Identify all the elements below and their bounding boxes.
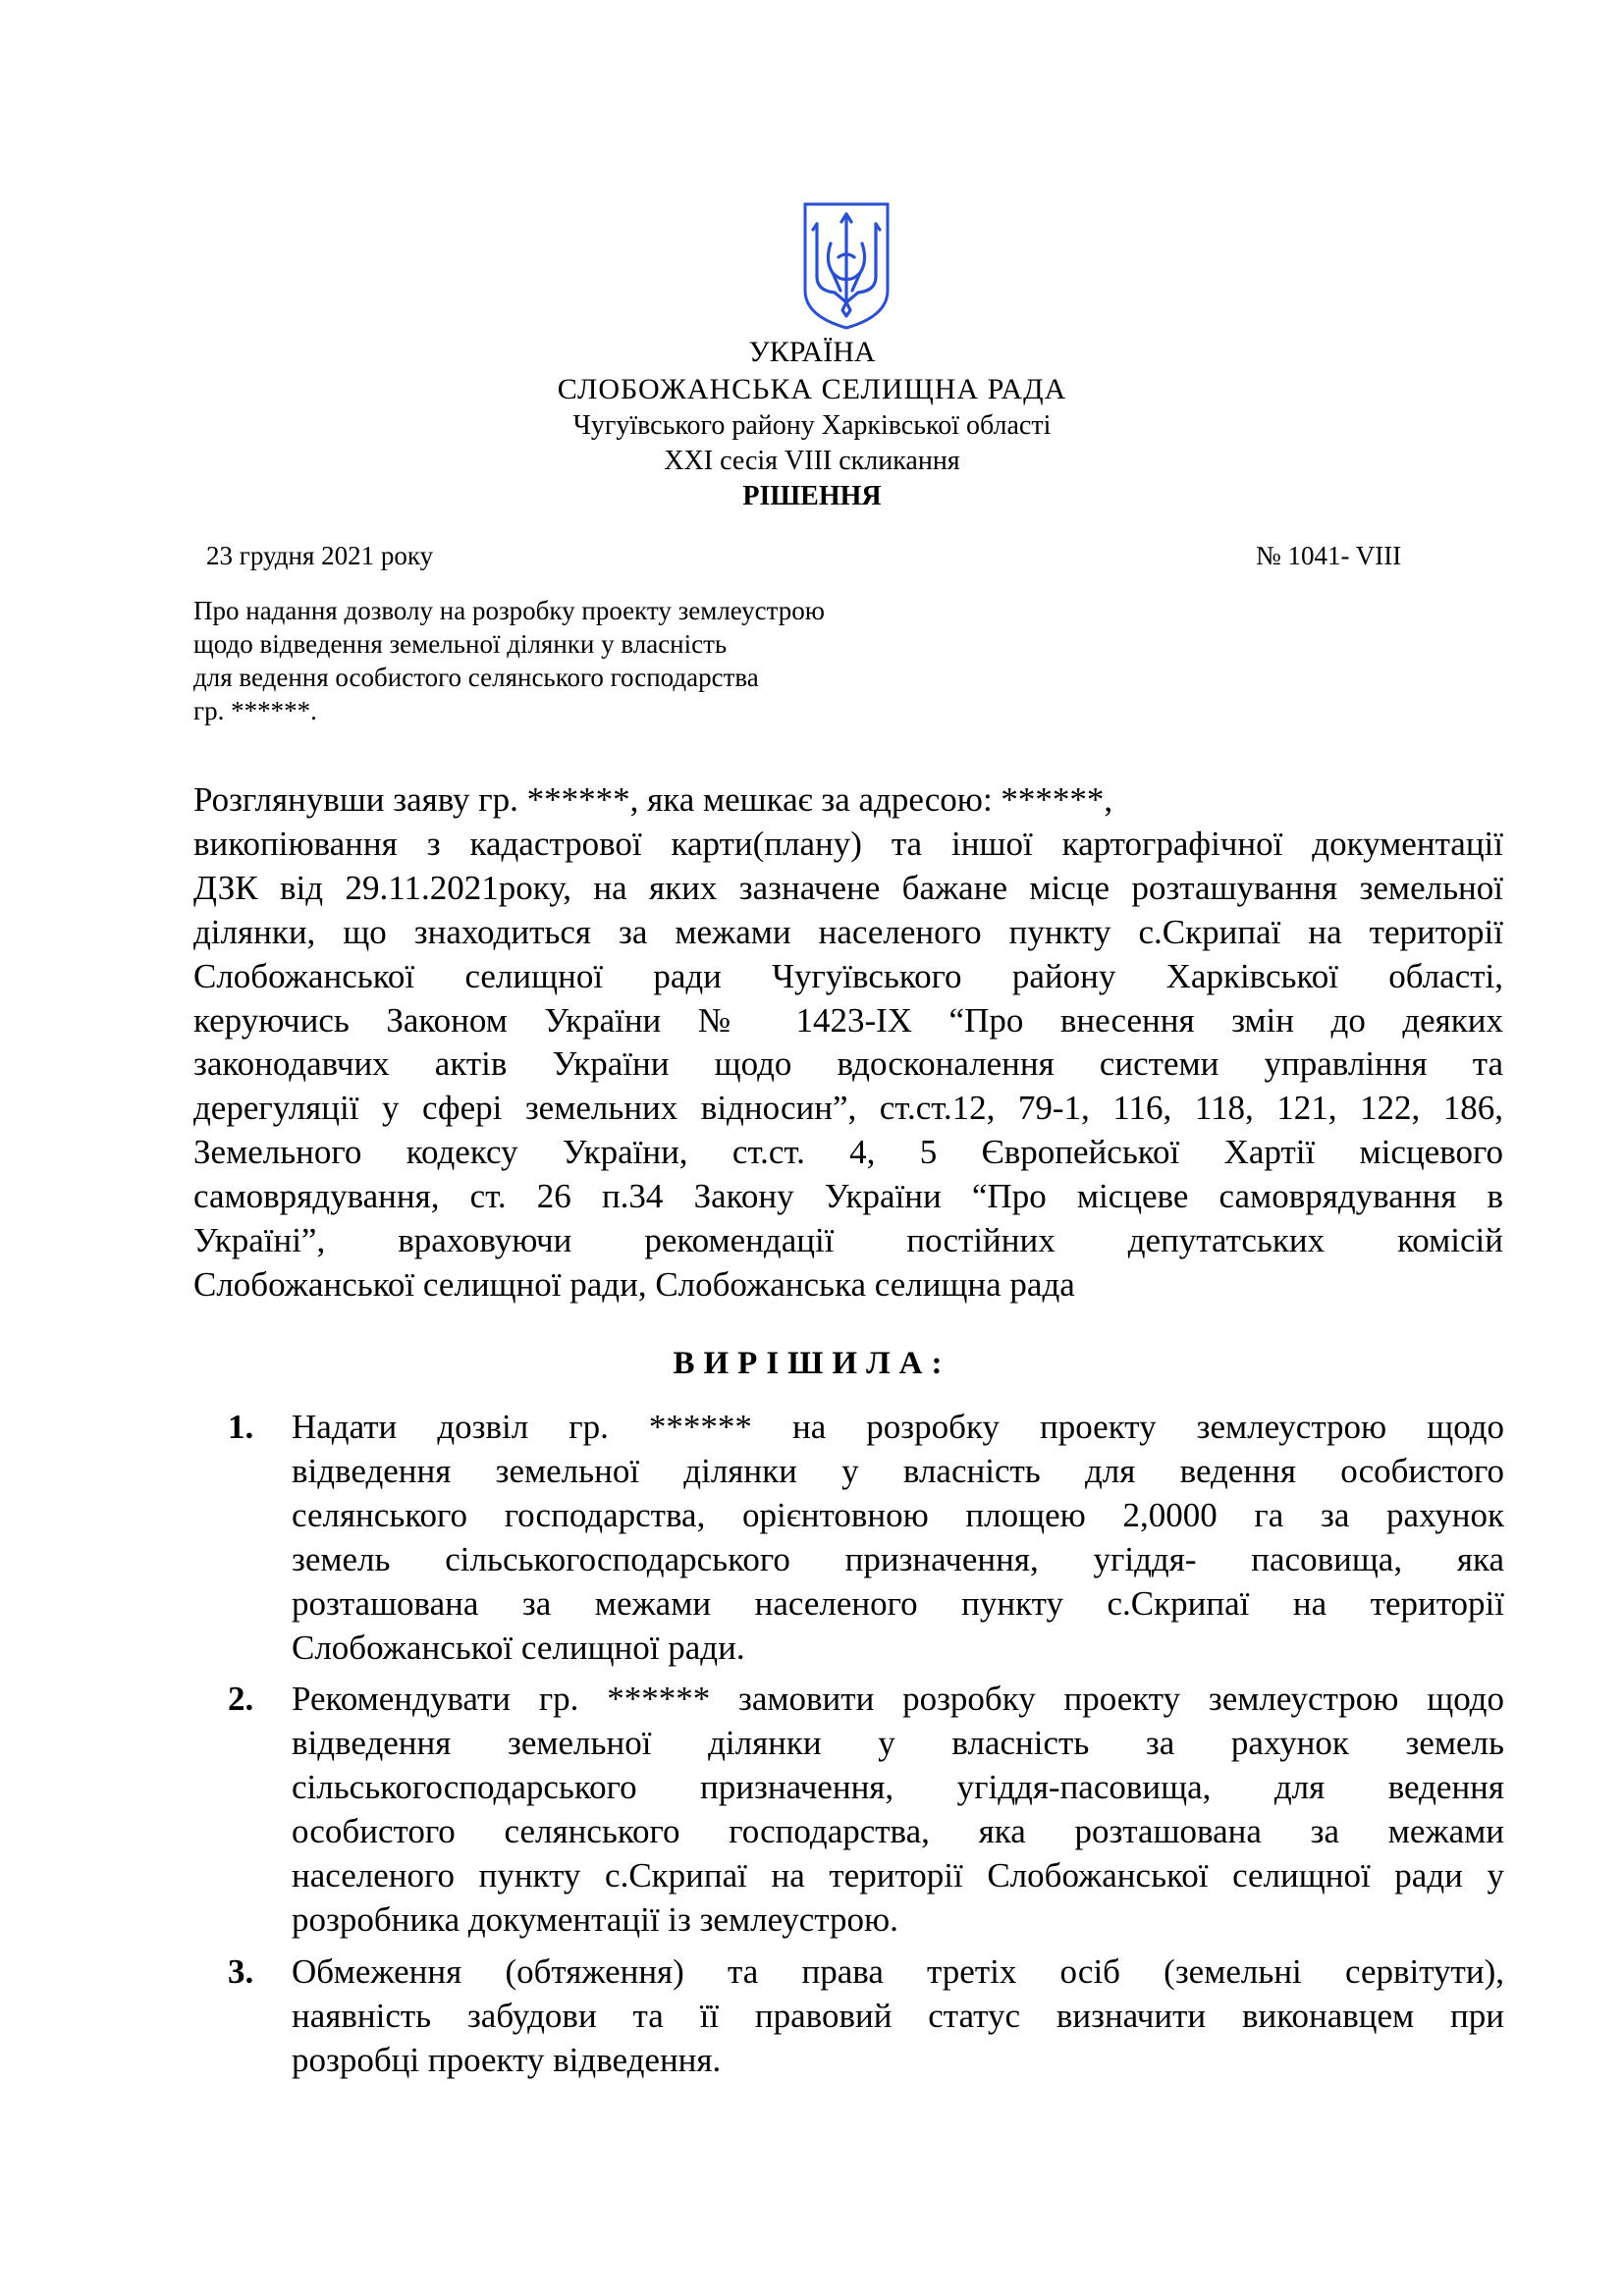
- item-line: сільськогосподарського призначення, угіддя-пасовища, для ведення: [292, 1768, 1504, 1807]
- decision-date: 23 грудня 2021 року: [206, 541, 434, 570]
- session-title: XXI сесія VIII скликання: [664, 446, 960, 476]
- subject-line: щодо відведення земельної ділянки у власність: [193, 629, 728, 659]
- subject-line: Про надання дозволу на розробку проекту землеустрою: [193, 596, 825, 625]
- item-number: 2.: [228, 1680, 254, 1719]
- decision-items: [228, 1406, 1504, 2091]
- decision-subject: [193, 594, 940, 727]
- resolved-heading: ВИРІШИЛА:: [673, 1346, 951, 1381]
- list-item: [228, 1950, 1504, 2083]
- item-line: відведення земельної ділянки у власність за рахунок земель: [292, 1724, 1504, 1763]
- trident-coat-of-arms-icon: [801, 200, 892, 332]
- preamble-line: самоврядування, ст. 26 п.34 Закону України “Про місцеве самоврядування в: [193, 1177, 1503, 1216]
- item-line: Надати дозвіл гр. ****** на розробку проекту землеустрою щодо: [292, 1408, 1504, 1446]
- list-item: [228, 1678, 1504, 1942]
- item-line: розробці проекту відведення.: [292, 2040, 722, 2079]
- item-line: відведення земельної ділянки у власність для ведення особистого: [292, 1451, 1504, 1490]
- preamble-line: дерегуляції у сфері земельних відносин”, ст.ст.12, 79-1, 116, 118, 121, 122, 186,: [193, 1089, 1503, 1128]
- list-item: [228, 1406, 1504, 1670]
- item-line: наявність забудови та її правовий статус визначити виконавцем при: [292, 1996, 1504, 2035]
- item-line: Слобожанської селищної ради.: [292, 1628, 745, 1667]
- item-line: Рекомендувати гр. ****** замовити розробку проекту землеустрою щодо: [292, 1680, 1504, 1719]
- document-type-title: РІШЕННЯ: [742, 481, 882, 511]
- preamble-line: Слобожанської селищної ради Чугуївського району Харківської області,: [193, 956, 1503, 995]
- preamble-line: законодавчих актів України щодо вдосконалення системи управління та: [193, 1044, 1503, 1084]
- preamble-line: Україні”, враховуючи рекомендації постійних депутатських комісій: [193, 1221, 1503, 1260]
- item-line: населеного пункту с.Скрипаї на території Слобожанської селищної ради у: [292, 1856, 1504, 1896]
- preamble: [193, 778, 1503, 1308]
- preamble-line: ДЗК від 29.11.2021року, на яких зазначене бажане місце розташування земельної: [193, 868, 1503, 907]
- preamble-line: Земельного кодексу України, ст.ст. 4, 5 Європейської Хартії місцевого: [193, 1133, 1503, 1172]
- subject-line: для ведення особистого селянського господарства: [193, 663, 759, 692]
- item-line: селянського господарства, орієнтовною площею 2,0000 га за рахунок: [292, 1495, 1504, 1534]
- preamble-line: ділянки, що знаходиться за межами населеного пункту с.Скрипаї на території: [193, 912, 1503, 951]
- item-line: розробника документації із землеустрою.: [292, 1899, 898, 1939]
- country-title: УКРАЇНА: [748, 336, 876, 368]
- preamble-line: викопіювання з кадастрової карти(плану) та іншої картографічної документації: [193, 824, 1503, 863]
- item-line: земель сільськогосподарського призначення, угіддя- пасовища, яка: [292, 1539, 1504, 1578]
- subject-line: гр. ******.: [193, 696, 317, 725]
- item-line: розташована за межами населеного пункту с.Скрипаї на території: [292, 1583, 1504, 1623]
- decision-number: № 1041- VIII: [1256, 541, 1402, 570]
- item-number: 1.: [228, 1408, 254, 1446]
- preamble-line: Слобожанської селищної ради, Слобожанська селищна рада: [193, 1264, 1075, 1304]
- item-line: особистого селянського господарства, яка розташована за межами: [292, 1812, 1504, 1851]
- district-title: Чугуївського району Харківської області: [572, 410, 1052, 441]
- preamble-line: Розглянувши заяву гр. ******, яка мешкає за адресою: ******,: [193, 780, 1113, 819]
- preamble-line: керуючись Законом України № 1423-ІХ “Про внесення змін до деяких: [193, 1000, 1503, 1040]
- council-title: СЛОБОЖАНСЬКА СЕЛИЩНА РАДА: [557, 373, 1067, 405]
- item-number: 3.: [228, 1951, 254, 1991]
- item-line: Обмеження (обтяження) та права третіх осіб (земельні сервітути),: [292, 1951, 1504, 1991]
